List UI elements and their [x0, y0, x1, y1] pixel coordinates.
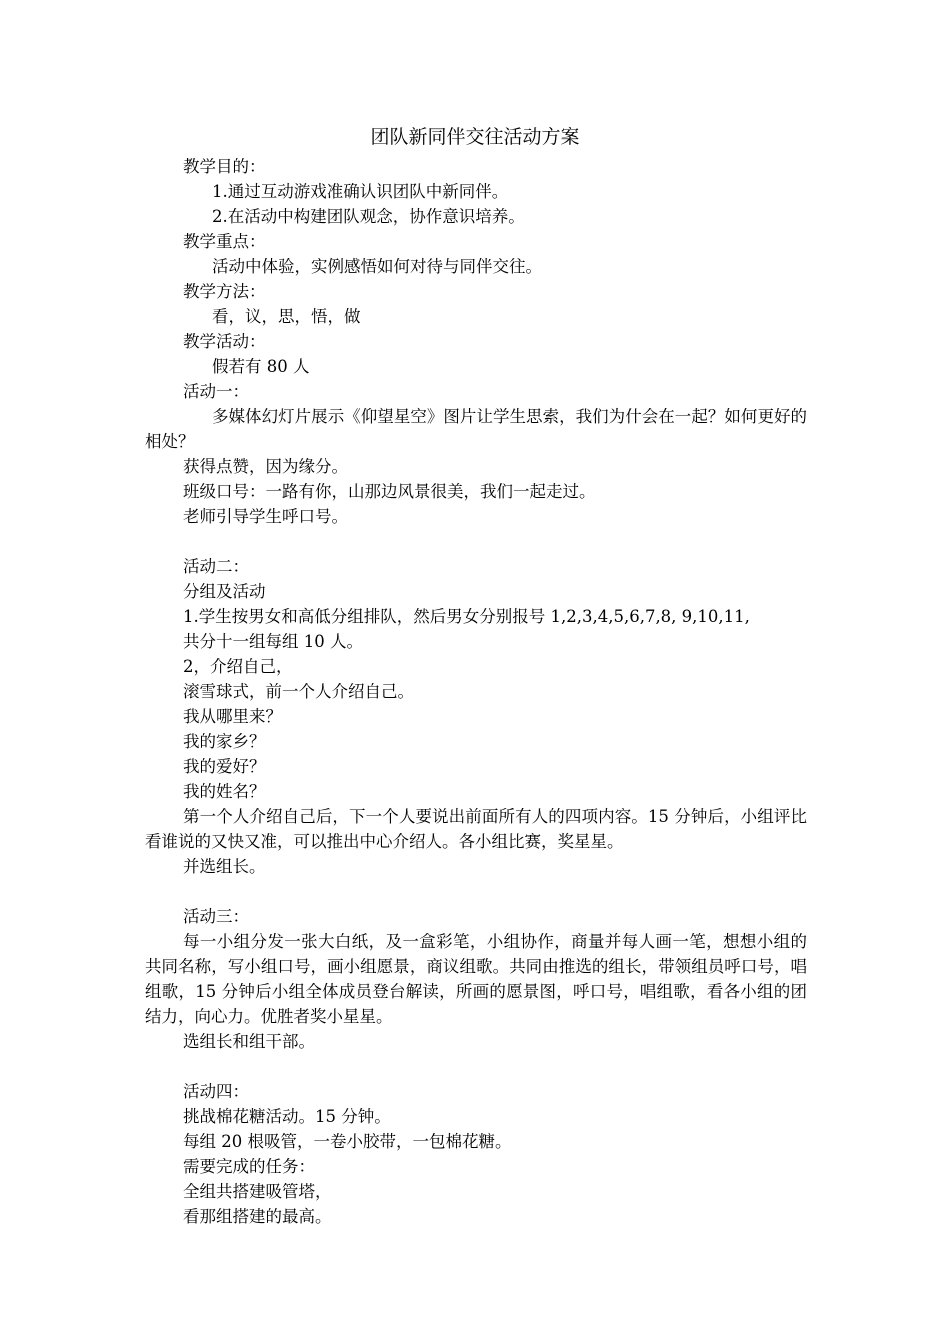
activity4-line-4: 全组共搭建吸管塔，	[183, 1182, 332, 1201]
document-page	[0, 120, 950, 1229]
activity2-line-9: 我的姓名？	[183, 782, 266, 801]
activity1-heading: 活动一：	[183, 382, 249, 401]
focus-heading: 教学重点：	[183, 232, 266, 251]
activity2-line-7: 我的家乡？	[183, 732, 266, 751]
activity4-line-1: 挑战棉花糖活动。15 分钟。	[183, 1107, 391, 1126]
activity2-line-3: 共分十一组每组 10 人。	[183, 632, 363, 651]
document-title: 团队新同伴交往活动方案	[370, 126, 580, 148]
activity1-line-1: 获得点赞，因为缘分。	[183, 457, 348, 476]
activity2-line-1: 分组及活动	[183, 582, 266, 601]
spacer	[0, 1054, 950, 1079]
activity4-heading: 活动四：	[183, 1082, 249, 1101]
activity4-line-5: 看那组搭建的最高。	[183, 1207, 332, 1226]
activity2-line-8: 我的爱好？	[183, 757, 266, 776]
activity4-line-3: 需要完成的任务：	[183, 1157, 315, 1176]
activity3-line-1: 选组长和组干部。	[183, 1032, 315, 1051]
activity1-line-3: 老师引导学生呼口号。	[183, 507, 348, 526]
spacer	[0, 879, 950, 904]
activity2-line-5: 滚雪球式，前一个人介绍自己。	[183, 682, 414, 701]
activity2-heading: 活动二：	[183, 557, 249, 576]
activity2-line-2: 1.学生按男女和高低分组排队，然后男女分别报号 1,2,3,4,5,6,7,8, 9,10,11,	[183, 607, 750, 626]
objective-heading: 教学目的：	[183, 157, 266, 176]
method-text: 看，议，思，悟，做	[212, 307, 361, 326]
activity2-line-6: 我从哪里来？	[183, 707, 282, 726]
activity3-paragraph: 每一小组分发一张大白纸，及一盒彩笔，小组协作，商量并每人画一笔，想想小组的共同名称，写小组口号，画小组愿景，商议组歌。共同由推选的组长，带领组员呼口号，唱组歌，15 分钟后小组全体成员登台解读，所画的愿景图，呼口号，唱组歌，看各小组的团结力，向心力。优胜者奖小星星。	[145, 932, 807, 1026]
activity4-line-2: 每组 20 根吸管，一卷小胶带，一包棉花糖。	[183, 1132, 512, 1151]
objective-item-2: 2.在活动中构建团队观念，协作意识培养。	[212, 207, 525, 226]
activity2-paragraph: 第一个人介绍自己后，下一个人要说出前面所有人的四项内容。15 分钟后，小组评比看谁说的又快又准，可以推出中心介绍人。各小组比赛，奖星星。	[145, 807, 807, 851]
activity-text: 假若有 80 人	[212, 357, 310, 376]
activity2-line-10: 并选组长。	[183, 857, 266, 876]
activity2-line-4: 2，介绍自己，	[183, 657, 293, 676]
objective-item-1: 1.通过互动游戏准确认识团队中新同伴。	[212, 182, 509, 201]
activity3-heading: 活动三：	[183, 907, 249, 926]
activity-heading: 教学活动：	[183, 332, 266, 351]
activity1-line-2: 班级口号：一路有你，山那边风景很美，我们一起走过。	[183, 482, 596, 501]
spacer	[0, 529, 950, 554]
activity1-paragraph: 多媒体幻灯片展示《仰望星空》图片让学生思索，我们为什会在一起？如何更好的相处？	[145, 407, 807, 451]
focus-text: 活动中体验，实例感悟如何对待与同伴交往。	[212, 257, 542, 276]
method-heading: 教学方法：	[183, 282, 266, 301]
